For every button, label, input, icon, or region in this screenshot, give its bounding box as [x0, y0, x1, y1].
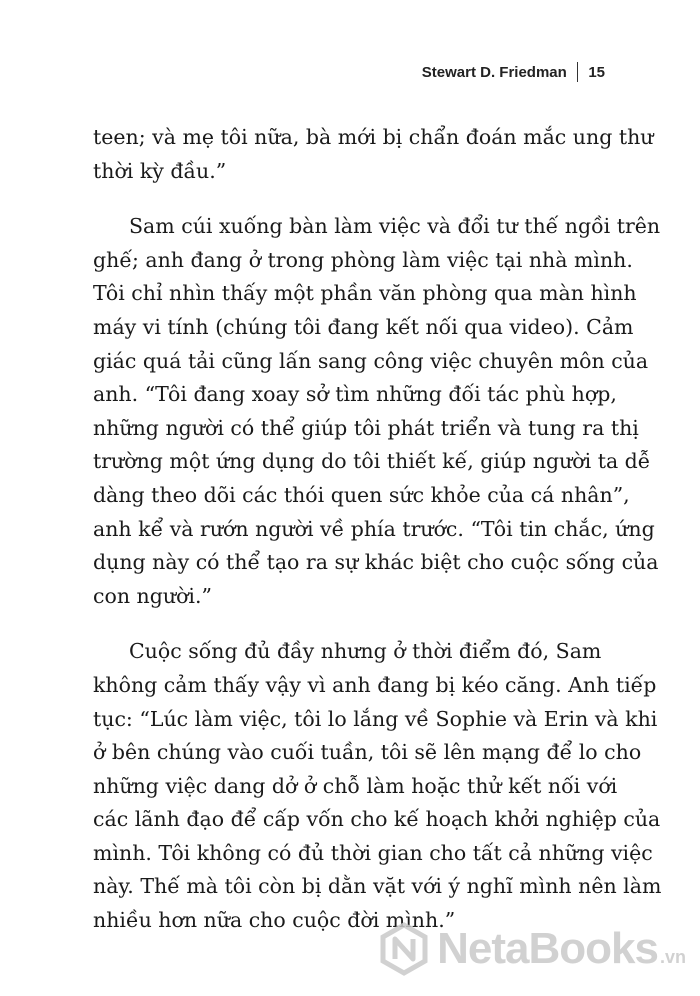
- text-line: Cuộc sống đủ đầy nhưng ở thời điểm đó, Sam: [129, 639, 602, 664]
- watermark-brand: NetaBooks: [437, 924, 658, 973]
- text-line: teen; và mẹ tôi nữa, bà mới bị chẩn đoán mắc ung thư: [93, 125, 654, 149]
- text-line: anh. “Tôi đang xoay sở tìm những đối tác phù hợp,: [93, 382, 617, 407]
- author-name: Stewart D. Friedman: [421, 63, 567, 81]
- text-line: các lãnh đạo để cấp vốn cho kế hoạch khởi nghiệp của: [93, 807, 661, 832]
- text-line: mình. Tôi không có đủ thời gian cho tất cả những việc: [93, 840, 653, 865]
- text-line: trường một ứng dụng do tôi thiết kế, giúp người ta dễ: [93, 449, 651, 474]
- text-line: ở bên chúng vào cuối tuần, tôi sẽ lên mạng để lo cho: [93, 740, 642, 765]
- text-line: máy vi tính (chúng tôi đang kết nối qua video). Cảm: [93, 314, 634, 339]
- watermark-suffix: .vn: [659, 947, 686, 967]
- text-line: Sam cúi xuống bàn làm việc và đổi tư thế ngồi trên: [129, 214, 661, 239]
- page-number: 15: [588, 63, 605, 81]
- paragraph: [93, 210, 661, 613]
- text-line: dàng theo dõi các thói quen sức khỏe của cá nhân”,: [93, 482, 630, 507]
- text-line: thời kỳ đầu.”: [93, 158, 227, 183]
- watermark: [377, 922, 686, 976]
- text-line: ghế; anh đang ở trong phòng làm việc tại nhà mình.: [93, 247, 633, 272]
- text-line: này. Thế mà tôi còn bị dằn vặt với ý nghĩ mình nên làm: [93, 874, 662, 899]
- text-line: không cảm thấy vậy vì anh đang bị kéo căng. Anh tiếp: [93, 672, 657, 697]
- text-line: những người có thể giúp tôi phát triển và tung ra thị: [93, 415, 639, 440]
- netabooks-logo-icon: [377, 922, 431, 976]
- body-text: [93, 121, 662, 938]
- text-line: nhiều hơn nữa cho cuộc đời mình.”: [93, 908, 456, 933]
- text-line: tục: “Lúc làm việc, tôi lo lắng về Sophie và Erin và khi: [93, 706, 658, 731]
- paragraph-gap: [93, 613, 598, 635]
- paragraph: [93, 635, 662, 937]
- text-line: dụng này có thể tạo ra sự khác biệt cho cuộc sống của: [93, 550, 659, 575]
- paragraph: [93, 121, 654, 188]
- running-header: [422, 62, 605, 82]
- paragraph-gap: [93, 188, 598, 210]
- text-line: những việc dang dở ở chỗ làm hoặc thử kết nối với: [93, 773, 618, 798]
- text-line: anh kể và rướn người về phía trước. “Tôi tin chắc, ứng: [93, 516, 655, 541]
- text-line: con người.”: [93, 583, 212, 608]
- header-divider: [577, 62, 579, 82]
- text-line: giác quá tải cũng lấn sang công việc chuyên môn của: [93, 348, 649, 373]
- text-line: Tôi chỉ nhìn thấy một phần văn phòng qua màn hình: [93, 281, 637, 306]
